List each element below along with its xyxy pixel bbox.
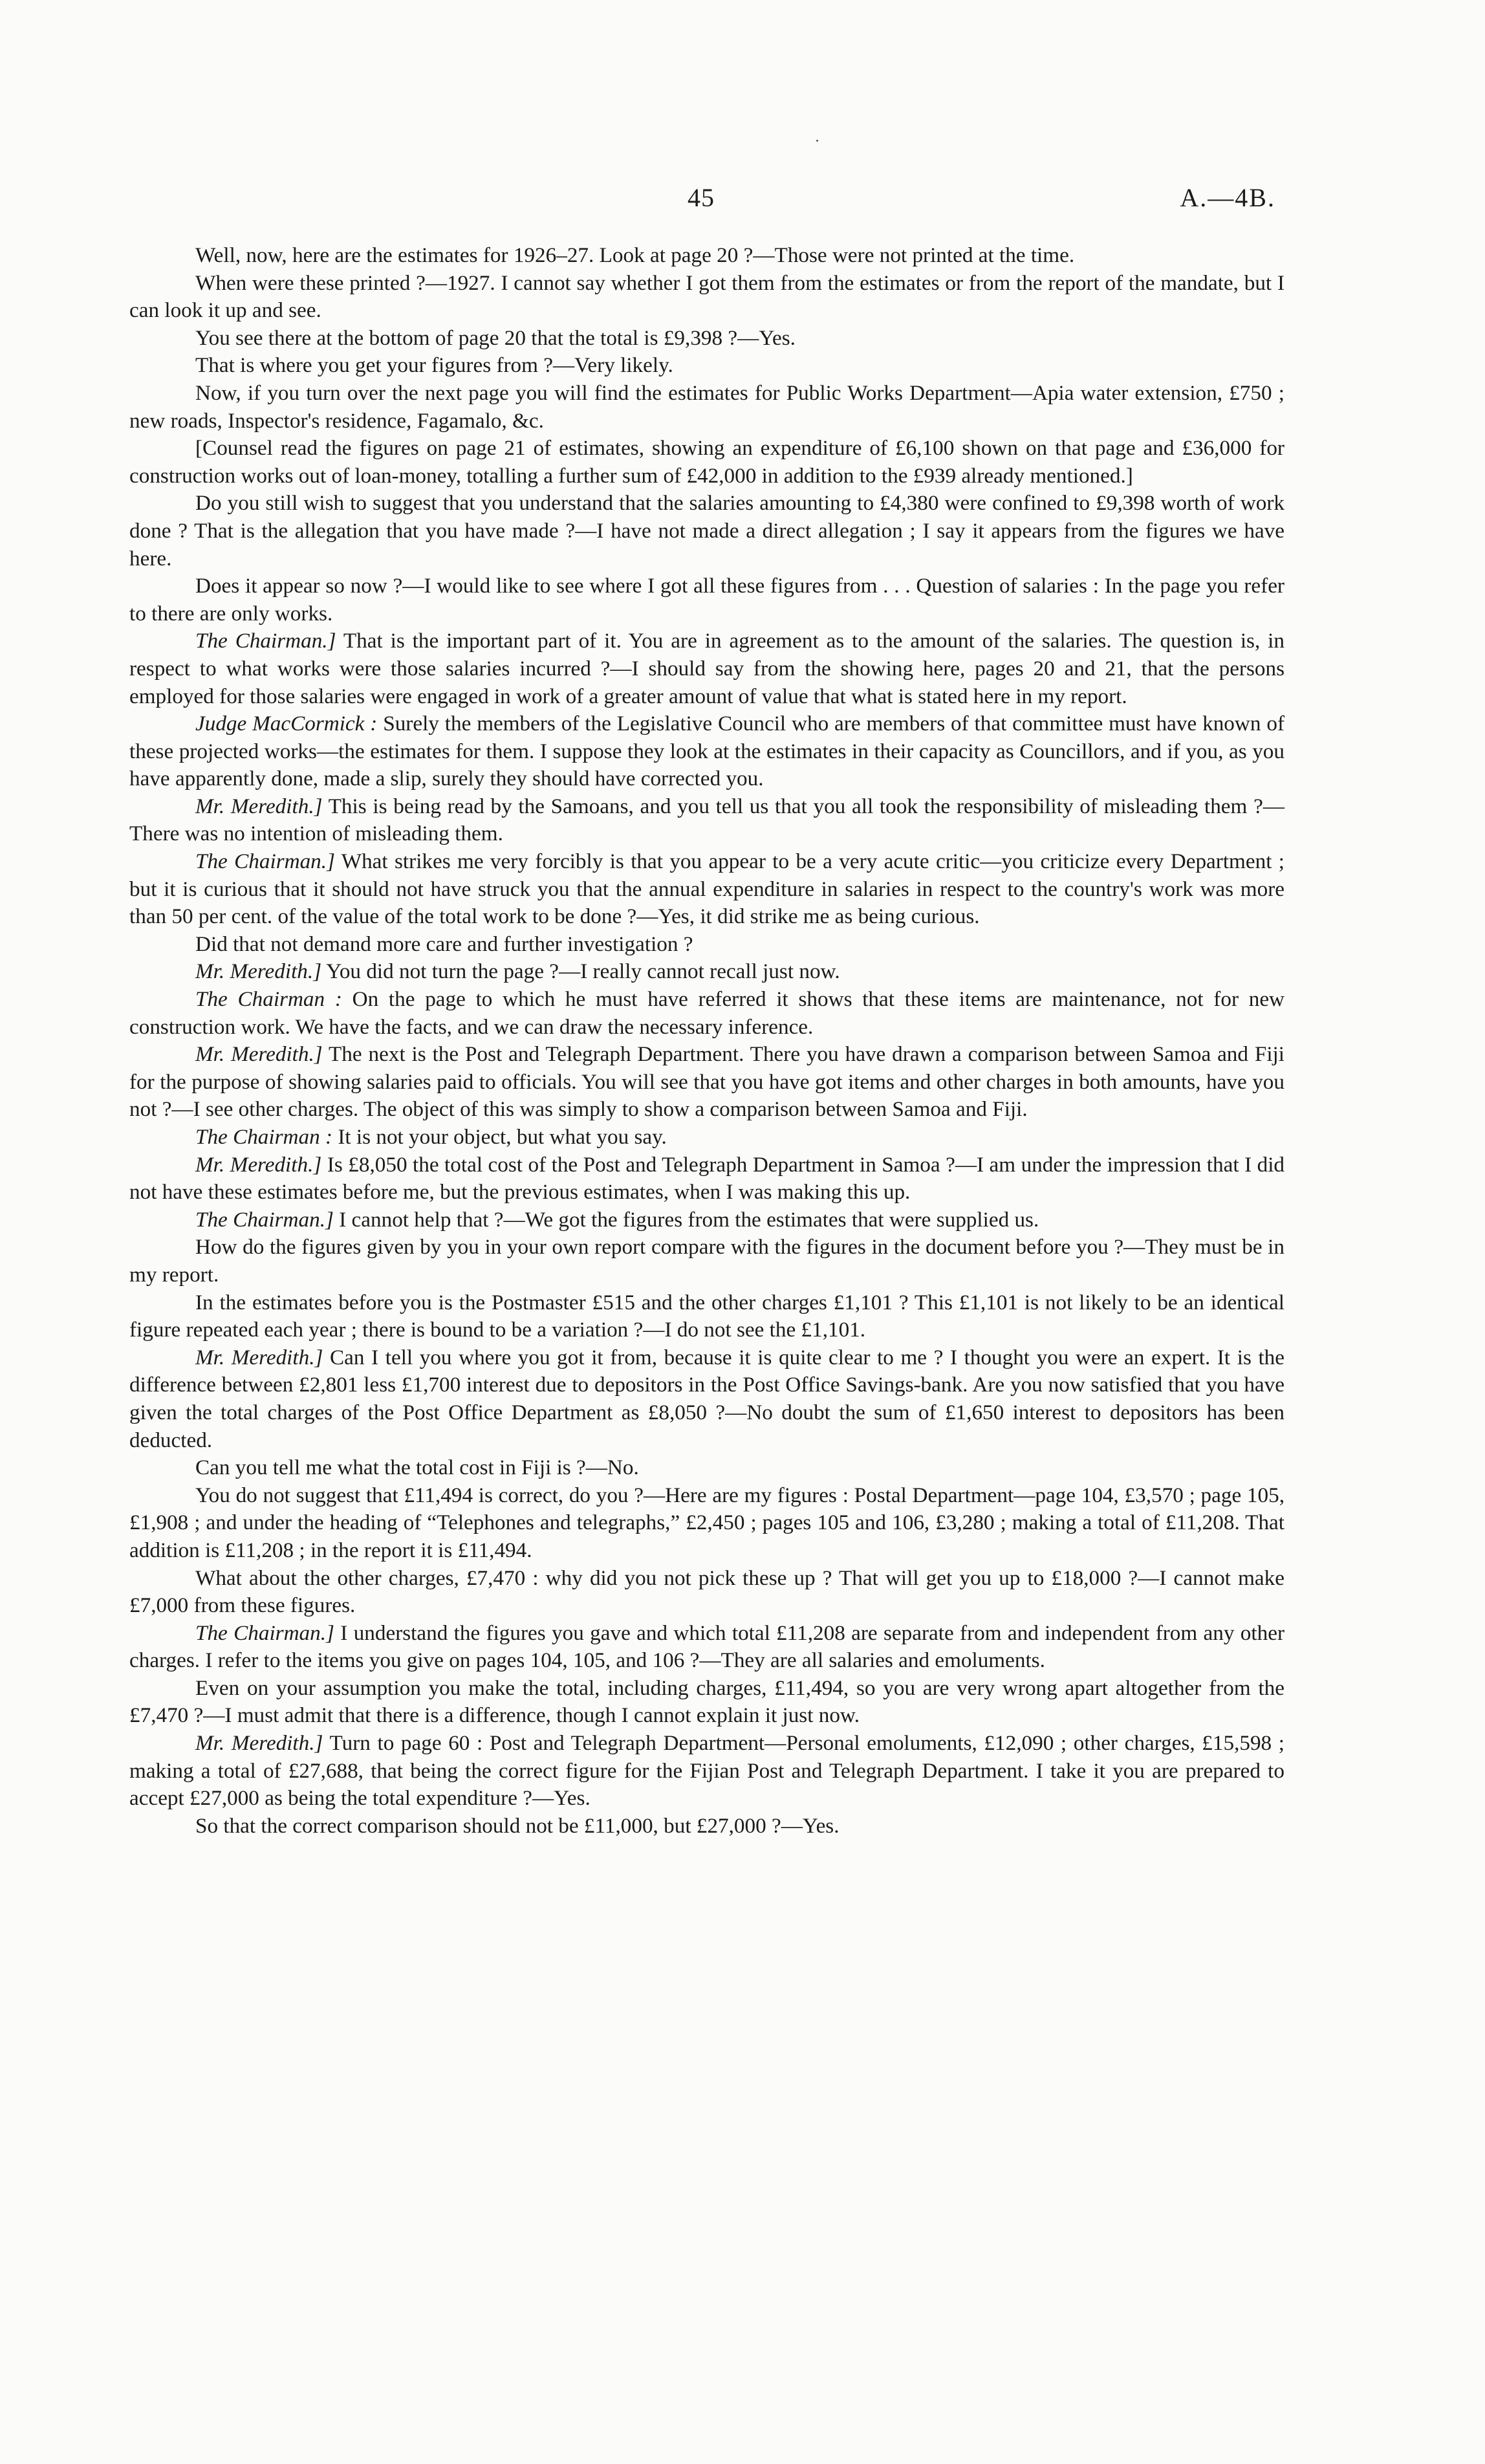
document-reference: A.—4B. bbox=[1180, 183, 1275, 212]
transcript-paragraph bbox=[129, 1151, 1284, 1206]
transcript-paragraph bbox=[129, 1620, 1284, 1675]
speaker-label: The Chairman.] bbox=[195, 629, 336, 653]
speaker-label: The Chairman.] bbox=[195, 1620, 334, 1645]
paragraph-text: Did that not demand more care and further investigation ? bbox=[195, 932, 693, 956]
speaker-label: Mr. Meredith.] bbox=[195, 1731, 323, 1756]
transcript-paragraph bbox=[129, 627, 1284, 710]
transcript-paragraph bbox=[129, 710, 1284, 793]
speaker-label: Mr. Meredith.] bbox=[195, 794, 323, 818]
transcript-paragraph bbox=[129, 572, 1284, 627]
transcript-paragraph bbox=[129, 1124, 1284, 1151]
transcript-paragraph bbox=[129, 325, 1284, 353]
paragraph-text: I cannot help that ?—We got the figures from the estimates that were supplied us. bbox=[339, 1207, 1039, 1232]
speaker-label: The Chairman.] bbox=[195, 1207, 334, 1232]
scan-speck bbox=[816, 140, 818, 142]
transcript-paragraph bbox=[129, 793, 1284, 848]
speaker-label: The Chairman : bbox=[195, 1125, 333, 1149]
transcript-paragraph bbox=[129, 1565, 1284, 1620]
transcript-paragraph bbox=[129, 1206, 1284, 1234]
paragraph-text: You see there at the bottom of page 20 that the total is £9,398 ?—Yes. bbox=[195, 325, 796, 350]
paragraph-text: Even on your assumption you make the total, including charges, £11,494, so you are very wrong apart altogether from the £7,470 ?—I must admit that there is a difference, though I cannot explain it just now. bbox=[129, 1675, 1284, 1728]
speaker-label: Judge MacCormick : bbox=[195, 712, 378, 736]
paragraph-text: That is the important part of it. You are in agreement as to the amount of the salaries. The question is, in respect to what works were those salaries incurred ?—I should say from the showing here, pages 20 and 21, that the persons employed for those salaries were engaged in work of a greater amount of value that what is stated here in my report. bbox=[129, 629, 1284, 708]
transcript-paragraph bbox=[129, 1289, 1284, 1344]
paragraph-text: What strikes me very forcibly is that you appear to be a very acute critic—you criticize every Department ; but it is curious that it should not have struck you that the annual expenditure in salaries in respect to the country's work was more than 50 per cent. of the value of the total work to be done ?—Yes, it did strike me as being curious. bbox=[129, 849, 1284, 929]
speaker-label: Mr. Meredith.] bbox=[195, 959, 322, 984]
paragraph-text: When were these printed ?—1927. I cannot say whether I got them from the estimates or from the report of the mandate, but I can look it up and see. bbox=[129, 270, 1284, 323]
transcript-paragraph bbox=[129, 490, 1284, 572]
speaker-label: The Chairman.] bbox=[195, 849, 335, 874]
transcript-paragraph bbox=[129, 958, 1284, 986]
page-number: 45 bbox=[688, 183, 715, 212]
transcript-paragraph bbox=[129, 931, 1284, 959]
transcript-paragraph bbox=[129, 270, 1284, 325]
transcript-paragraph bbox=[129, 1234, 1284, 1289]
transcript-paragraph bbox=[129, 1730, 1284, 1813]
paragraph-text: In the estimates before you is the Postmaster £515 and the other charges £1,101 ? This £1,101 is not likely to be an identical figure repeated each year ; there is bound to be a variation ?—I do not see the £1,101. bbox=[129, 1290, 1284, 1342]
paragraph-text: This is being read by the Samoans, and you tell us that you all took the responsibility of misleading them ?—There was no intention of misleading them. bbox=[129, 794, 1284, 846]
speaker-label: The Chairman : bbox=[195, 987, 342, 1012]
paragraph-text: It is not your object, but what you say. bbox=[338, 1125, 667, 1149]
paragraph-text: Does it appear so now ?—I would like to see where I got all these figures from . . . Question of salaries : In the page you refer to there are only works. bbox=[129, 574, 1284, 626]
transcript-paragraph bbox=[129, 352, 1284, 380]
paragraph-text: Can you tell me what the total cost in Fiji is ?—No. bbox=[195, 1456, 639, 1480]
speaker-label: Mr. Meredith.] bbox=[195, 1042, 323, 1067]
paragraph-text: You did not turn the page ?—I really cannot recall just now. bbox=[326, 959, 840, 984]
paragraph-text: You do not suggest that £11,494 is correct, do you ?—Here are my figures : Postal Department—page 104, £3,570 ; page 105, £1,908 ; and under the heading of “Telephones and telegraphs,” £2,450 ; pages 105 and 106, £3,280 ; making a total of £11,208. That addition is £11,208 ; in the report it is £11,494. bbox=[129, 1483, 1284, 1562]
paragraph-text: Turn to page 60 : Post and Telegraph Department—Personal emoluments, £12,090 ; other charges, £15,598 ; making a total of £27,688, that being the correct figure for the Fijian Post and Telegraph Department. I take it you are prepared to accept £27,000 as being the total expenditure ?—Yes. bbox=[129, 1731, 1285, 1811]
transcript-paragraph bbox=[129, 242, 1284, 270]
paragraph-text: So that the correct comparison should not be £11,000, but £27,000 ?—Yes. bbox=[195, 1813, 840, 1838]
transcript-paragraph bbox=[129, 986, 1284, 1041]
paragraph-text: How do the figures given by you in your own report compare with the figures in the document before you ?—They must be in my report. bbox=[129, 1235, 1284, 1287]
transcript-paragraph bbox=[129, 1482, 1284, 1565]
paragraph-text: I understand the figures you gave and which total £11,208 are separate from and independent from any other charges. I refer to the items you give on pages 104, 105, and 106 ?—They are all salaries and emoluments. bbox=[129, 1620, 1284, 1673]
transcript-paragraph bbox=[129, 1041, 1284, 1124]
paragraph-text: That is where you get your figures from ?—Very likely. bbox=[195, 353, 673, 378]
transcript-paragraph bbox=[129, 435, 1284, 490]
paragraph-text: Can I tell you where you got it from, because it is quite clear to me ? I thought you were an expert. It is the difference between £2,801 less £1,700 interest due to depositors in the Post Office Savings-bank. Are you now satisfied that you have given the total charges of the Post Office Department as £8,050 ?—No doubt the sum of £1,650 interest to depositors has been deducted. bbox=[129, 1345, 1284, 1452]
paragraph-text: [Counsel read the figures on page 21 of estimates, showing an expenditure of £6,100 shown on that page and £36,000 for construction works out of loan-money, totalling a further sum of £42,000 in addition to the £939 already mentioned.] bbox=[129, 436, 1284, 488]
paragraph-text: Well, now, here are the estimates for 1926–27. Look at page 20 ?—Those were not printed at the time. bbox=[195, 243, 1075, 267]
paragraph-text: Is £8,050 the total cost of the Post and Telegraph Department in Samoa ?—I am under the impression that I did not have these estimates before me, but the previous estimates, when I was making this up. bbox=[129, 1152, 1285, 1205]
paragraph-text: The next is the Post and Telegraph Department. There you have drawn a comparison between Samoa and Fiji for the purpose of showing salaries paid to officials. You will see that you have got items and other charges in both amounts, have you not ?—I see other charges. The object of this was simply to show a comparison between Samoa and Fiji. bbox=[129, 1042, 1285, 1122]
transcript-body bbox=[129, 242, 1284, 1840]
transcript-paragraph bbox=[129, 848, 1284, 931]
speaker-label: Mr. Meredith.] bbox=[195, 1345, 323, 1369]
transcript-paragraph bbox=[129, 1344, 1284, 1454]
paragraph-text: Surely the members of the Legislative Council who are members of that committee must have known of these projected works—the estimates for them. I suppose they look at the estimates in their capacity as Councillors, and if you, as you have apparently done, made a slip, surely they should have corrected you. bbox=[129, 712, 1284, 791]
page-header bbox=[0, 182, 1485, 221]
paragraph-text: On the page to which he must have referred it shows that these items are maintenance, not for new construction work. We have the facts, and we can draw the necessary inference. bbox=[129, 987, 1285, 1039]
transcript-paragraph bbox=[129, 1813, 1284, 1840]
paragraph-text: Now, if you turn over the next page you will find the estimates for Public Works Department—Apia water extension, £750 ; new roads, Inspector's residence, Fagamalo, &c. bbox=[129, 380, 1284, 433]
transcript-paragraph bbox=[129, 1675, 1284, 1730]
transcript-paragraph bbox=[129, 380, 1284, 435]
paragraph-text: Do you still wish to suggest that you understand that the salaries amounting to £4,380 were confined to £9,398 worth of work done ? That is the allegation that you have made ?—I have not made a direct allegation ; I say it appears from the figures we have here. bbox=[129, 491, 1284, 571]
paragraph-text: What about the other charges, £7,470 : why did you not pick these up ? That will get you up to £18,000 ?—I cannot make £7,000 from these figures. bbox=[129, 1565, 1284, 1618]
transcript-paragraph bbox=[129, 1454, 1284, 1482]
speaker-label: Mr. Meredith.] bbox=[195, 1152, 322, 1177]
